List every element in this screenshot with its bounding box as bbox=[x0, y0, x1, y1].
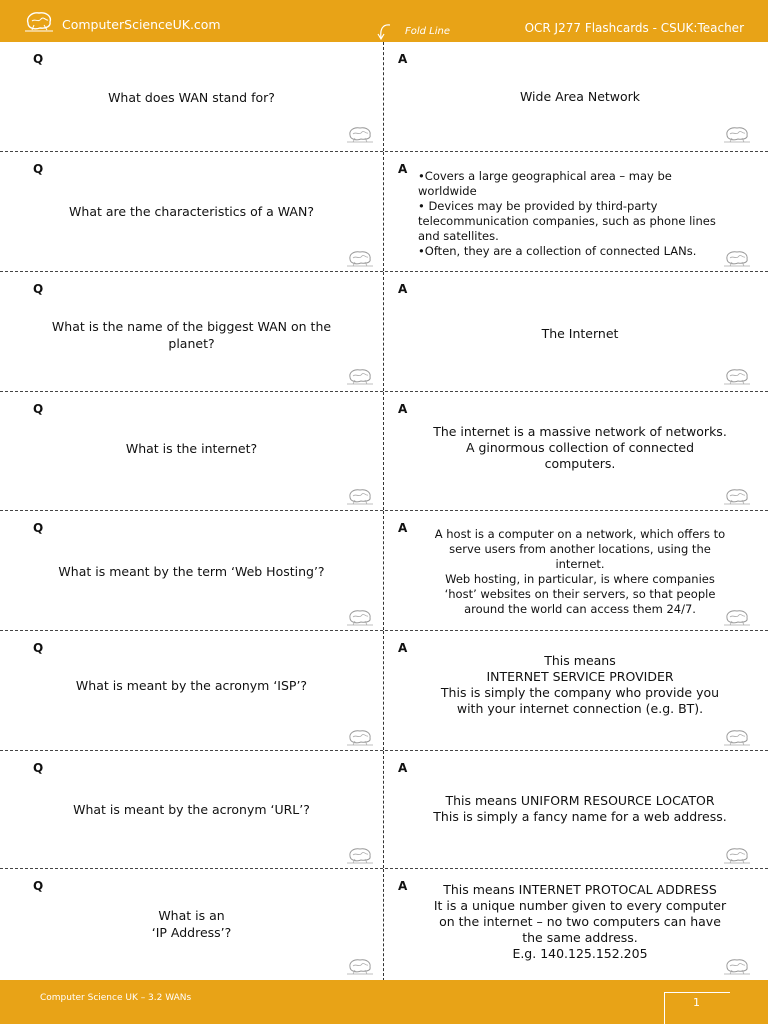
answer-line: •Covers a large geographical area – may be bbox=[418, 169, 672, 183]
answer-marker: A bbox=[398, 761, 408, 775]
answer-text bbox=[412, 793, 748, 825]
brain-stamp-icon bbox=[345, 123, 375, 145]
brain-stamp-icon bbox=[722, 485, 752, 507]
page-number-box bbox=[664, 992, 730, 1024]
answer-card bbox=[384, 152, 768, 271]
brain-stamp-icon bbox=[345, 955, 375, 977]
brain-logo-icon bbox=[22, 7, 56, 35]
answer-line: serve users from another locations, using the bbox=[449, 542, 711, 556]
answer-line: worldwide bbox=[418, 184, 477, 198]
question-text: What does WAN stand for? bbox=[108, 90, 275, 105]
answer-marker: A bbox=[398, 879, 408, 893]
answer-line: This means INTERNET PROTOCAL ADDRESS bbox=[443, 882, 717, 897]
question-marker: Q bbox=[33, 641, 44, 655]
answer-card bbox=[384, 631, 768, 750]
answer-line: This means UNIFORM RESOURCE LOCATOR bbox=[445, 793, 715, 808]
question-text: What are the characteristics of a WAN? bbox=[69, 204, 314, 219]
answer-line: E.g. 140.125.152.205 bbox=[512, 946, 648, 961]
question-line: What is an bbox=[158, 908, 225, 923]
brain-stamp-icon bbox=[345, 485, 375, 507]
question-card bbox=[0, 511, 383, 630]
question-card bbox=[0, 631, 383, 750]
answer-line: This is simply the company who provide you bbox=[440, 685, 720, 700]
question-marker: Q bbox=[33, 282, 44, 296]
question-marker: Q bbox=[33, 521, 44, 535]
answer-line: A host is a computer on a network, which offers to bbox=[434, 527, 726, 541]
answer-line: computers. bbox=[544, 456, 616, 471]
answer-marker: A bbox=[398, 162, 408, 176]
answer-card bbox=[384, 392, 768, 510]
question-text: What is meant by the term ‘Web Hosting’? bbox=[58, 564, 325, 579]
question-card bbox=[0, 751, 383, 868]
question-text: What is the name of the biggest WAN on the planet? bbox=[51, 319, 332, 351]
brain-stamp-icon bbox=[722, 123, 752, 145]
answer-line: ‘host’ websites on their servers, so that people bbox=[444, 587, 716, 601]
question-card bbox=[0, 152, 383, 271]
answer-text bbox=[412, 424, 748, 472]
answer-text bbox=[412, 527, 748, 617]
question-marker: Q bbox=[33, 761, 44, 775]
brain-stamp-icon bbox=[345, 844, 375, 866]
question-marker: Q bbox=[33, 402, 44, 416]
question-text: What is meant by the acronym ‘URL’? bbox=[73, 802, 310, 817]
answer-line: Wide Area Network bbox=[519, 89, 641, 104]
brain-stamp-icon bbox=[722, 955, 752, 977]
answer-card bbox=[384, 751, 768, 868]
answer-line: This is simply a fancy name for a web address. bbox=[433, 809, 727, 824]
question-card bbox=[0, 272, 383, 391]
answer-list bbox=[418, 169, 748, 259]
brain-stamp-icon bbox=[345, 247, 375, 269]
question-text: What is the internet? bbox=[125, 441, 258, 456]
answer-line: • Devices may be provided by third-party bbox=[418, 199, 658, 213]
flashcard-row bbox=[0, 42, 768, 152]
answer-line: The Internet bbox=[541, 326, 619, 341]
fold-line-label: Fold Line bbox=[405, 26, 451, 37]
answer-card bbox=[384, 511, 768, 630]
brain-stamp-icon bbox=[345, 606, 375, 628]
flashcard-row bbox=[0, 751, 768, 869]
question-card bbox=[0, 869, 383, 981]
footer-bar bbox=[0, 980, 768, 1024]
answer-line: internet. bbox=[555, 557, 605, 571]
answer-text bbox=[412, 882, 748, 962]
flashcard-row bbox=[0, 152, 768, 272]
answer-marker: A bbox=[398, 641, 408, 655]
brain-stamp-icon bbox=[722, 247, 752, 269]
brain-stamp-icon bbox=[722, 844, 752, 866]
brain-stamp-icon bbox=[345, 726, 375, 748]
brand-name[interactable]: ComputerScienceUK.com bbox=[62, 17, 221, 32]
answer-line: on the internet – no two computers can have bbox=[439, 914, 721, 929]
answer-marker: A bbox=[398, 282, 408, 296]
flashcard-row bbox=[0, 631, 768, 751]
question-marker: Q bbox=[33, 52, 44, 66]
question-marker: Q bbox=[33, 162, 44, 176]
fold-arrow-icon bbox=[374, 22, 394, 42]
page-number: 1 bbox=[693, 996, 700, 1009]
flashcard-grid bbox=[0, 42, 768, 981]
answer-line: around the world can access them 24/7. bbox=[464, 602, 696, 616]
flashcard-row bbox=[0, 272, 768, 392]
answer-marker: A bbox=[398, 52, 408, 66]
answer-card bbox=[384, 869, 768, 981]
brain-stamp-icon bbox=[345, 365, 375, 387]
question-text: What is meant by the acronym ‘ISP’? bbox=[75, 678, 308, 693]
answer-line: telecommunication companies, such as phone lines bbox=[418, 214, 716, 228]
flashcard-row bbox=[0, 869, 768, 981]
answer-marker: A bbox=[398, 402, 408, 416]
question-line: ‘IP Address’? bbox=[151, 925, 232, 940]
answer-line: It is a unique number given to every computer bbox=[433, 898, 727, 913]
answer-text bbox=[412, 326, 748, 342]
answer-line: Web hosting, in particular, is where companies bbox=[445, 572, 715, 586]
header-title: OCR J277 Flashcards - CSUK:Teacher bbox=[524, 21, 744, 35]
answer-line: with your internet connection (e.g. BT). bbox=[456, 701, 704, 716]
question-marker: Q bbox=[33, 879, 44, 893]
answer-text bbox=[412, 89, 748, 105]
question-card bbox=[0, 392, 383, 510]
answer-card bbox=[384, 272, 768, 391]
answer-card bbox=[384, 42, 768, 151]
brain-stamp-icon bbox=[722, 726, 752, 748]
flashcard-row bbox=[0, 511, 768, 631]
question-text bbox=[30, 907, 353, 941]
footer-title: Computer Science UK – 3.2 WANs bbox=[40, 993, 192, 1003]
answer-marker: A bbox=[398, 521, 408, 535]
answer-line: This means bbox=[544, 653, 616, 668]
answer-line: •Often, they are a collection of connected LANs. bbox=[418, 244, 697, 258]
brain-stamp-icon bbox=[722, 365, 752, 387]
answer-line: INTERNET SERVICE PROVIDER bbox=[486, 669, 674, 684]
answer-line: The internet is a massive network of networks. bbox=[433, 424, 727, 439]
answer-text bbox=[412, 653, 748, 717]
answer-line: A ginormous collection of connected bbox=[465, 440, 695, 455]
header-bar bbox=[0, 0, 768, 42]
brain-stamp-icon bbox=[722, 606, 752, 628]
flashcard-row bbox=[0, 392, 768, 511]
answer-line: and satellites. bbox=[418, 229, 499, 243]
question-card bbox=[0, 42, 383, 151]
answer-line: the same address. bbox=[522, 930, 638, 945]
